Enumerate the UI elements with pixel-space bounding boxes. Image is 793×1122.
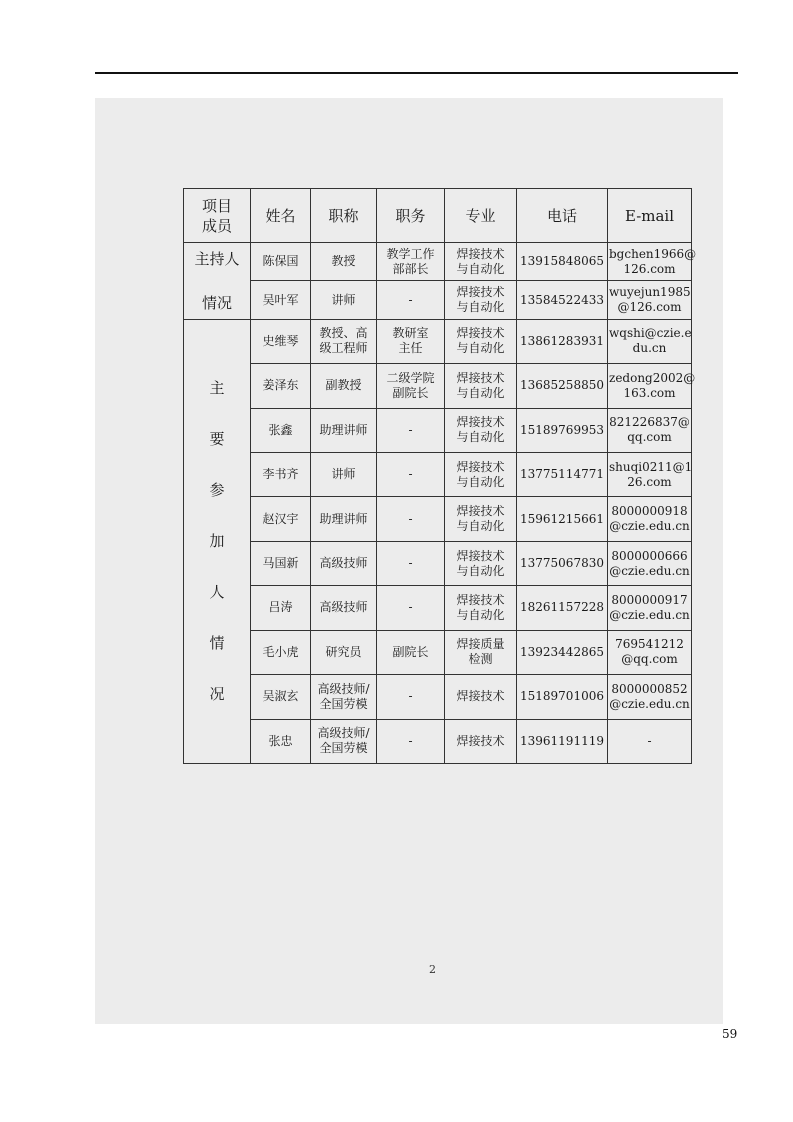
cell-position: 二级学院 副院长 [377,364,445,408]
cell-name: 姜泽东 [251,364,311,408]
group-main-char: 参 [209,480,225,499]
cell-position: - [377,675,445,719]
cell-major: 焊接技术 与自动化 [445,452,517,496]
cell-phone: 18261157228 [517,586,608,630]
table-row [184,497,692,541]
cell-name: 张鑫 [251,408,311,452]
cell-major: 焊接技术 与自动化 [445,497,517,541]
table-row [184,281,692,319]
cell-position: - [377,586,445,630]
table-row [184,319,692,363]
cell-position: 教学工作 部部长 [377,243,445,281]
cell-major: 焊接技术 与自动化 [445,408,517,452]
cell-title: 高级技师 [311,586,377,630]
cell-name: 张忠 [251,719,311,763]
table-row [184,452,692,496]
cell-email: bgchen1966@ 126.com [608,243,692,281]
table-row [184,364,692,408]
header-member: 项目 成员 [184,189,251,243]
header-major: 专业 [445,189,517,243]
cell-name: 马国新 [251,541,311,585]
table-row [184,630,692,674]
cell-title: 讲师 [311,452,377,496]
cell-email: wuyejun1985 @126.com [608,281,692,319]
cell-title: 助理讲师 [311,408,377,452]
group-main-char: 加 [209,531,225,550]
group-main-cell [184,319,251,763]
cell-email: shuqi0211@1 26.com [608,452,692,496]
cell-email: 8000000852 @czie.edu.cn [608,675,692,719]
page-number: 59 [722,1027,738,1041]
cell-name: 吴叶军 [251,281,311,319]
cell-phone: 13961191119 [517,719,608,763]
cell-phone: 13923442865 [517,630,608,674]
top-rule [95,72,738,74]
table-row [184,675,692,719]
cell-phone: 15961215661 [517,497,608,541]
group-main-char: 要 [209,429,225,448]
cell-title: 研究员 [311,630,377,674]
header-row [184,189,692,243]
cell-phone: 13775114771 [517,452,608,496]
cell-phone: 15189769953 [517,408,608,452]
cell-major: 焊接技术 与自动化 [445,586,517,630]
cell-position: - [377,408,445,452]
cell-email: 821226837@ qq.com [608,408,692,452]
table-row [184,719,692,763]
header-email: E-mail [608,189,692,243]
cell-major: 焊接技术 与自动化 [445,364,517,408]
cell-position: 副院长 [377,630,445,674]
cell-email: 8000000666 @czie.edu.cn [608,541,692,585]
cell-title: 高级技师 [311,541,377,585]
cell-email: 8000000917 @czie.edu.cn [608,586,692,630]
cell-position: - [377,452,445,496]
cell-phone: 13775067830 [517,541,608,585]
group-host-cell: 主持人 情况 [184,243,251,320]
cell-major: 焊接质量 检测 [445,630,517,674]
cell-major: 焊接技术 与自动化 [445,243,517,281]
cell-name: 史维琴 [251,319,311,363]
cell-title: 高级技师/ 全国劳模 [311,675,377,719]
cell-email: zedong2002@ 163.com [608,364,692,408]
members-table [183,188,697,764]
table-row [184,541,692,585]
cell-name: 毛小虎 [251,630,311,674]
cell-major: 焊接技术 与自动化 [445,541,517,585]
cell-phone: 13584522433 [517,281,608,319]
group-main-char: 人 [209,582,225,601]
cell-major: 焊接技术 与自动化 [445,281,517,319]
cell-name: 李书齐 [251,452,311,496]
group-main-char: 情 [209,633,225,652]
cell-title: 高级技师/ 全国劳模 [311,719,377,763]
cell-position: 教研室 主任 [377,319,445,363]
cell-major: 焊接技术 [445,675,517,719]
cell-position: - [377,541,445,585]
cell-position: - [377,719,445,763]
cell-position: - [377,281,445,319]
cell-phone: 15189701006 [517,675,608,719]
cell-phone: 13685258850 [517,364,608,408]
header-name: 姓名 [251,189,311,243]
header-title: 职称 [311,189,377,243]
cell-name: 赵汉宇 [251,497,311,541]
cell-name: 吴淑玄 [251,675,311,719]
cell-email: - [608,719,692,763]
cell-title: 副教授 [311,364,377,408]
header-phone: 电话 [517,189,608,243]
cell-email: wqshi@czie.e du.cn [608,319,692,363]
cell-position: - [377,497,445,541]
cell-phone: 13915848065 [517,243,608,281]
cell-name: 吕涛 [251,586,311,630]
cell-email: 769541212 @qq.com [608,630,692,674]
group-main-char: 主 [209,378,225,397]
cell-title: 助理讲师 [311,497,377,541]
cell-major: 焊接技术 与自动化 [445,319,517,363]
cell-title: 讲师 [311,281,377,319]
group-main-char: 况 [209,684,225,703]
cell-title: 教授、高 级工程师 [311,319,377,363]
table-row [184,586,692,630]
cell-name: 陈保国 [251,243,311,281]
cell-title: 教授 [311,243,377,281]
cell-email: 8000000918 @czie.edu.cn [608,497,692,541]
table-row [184,243,692,281]
cell-major: 焊接技术 [445,719,517,763]
inner-page-number: 2 [429,963,436,976]
table-row [184,408,692,452]
header-position: 职务 [377,189,445,243]
cell-phone: 13861283931 [517,319,608,363]
